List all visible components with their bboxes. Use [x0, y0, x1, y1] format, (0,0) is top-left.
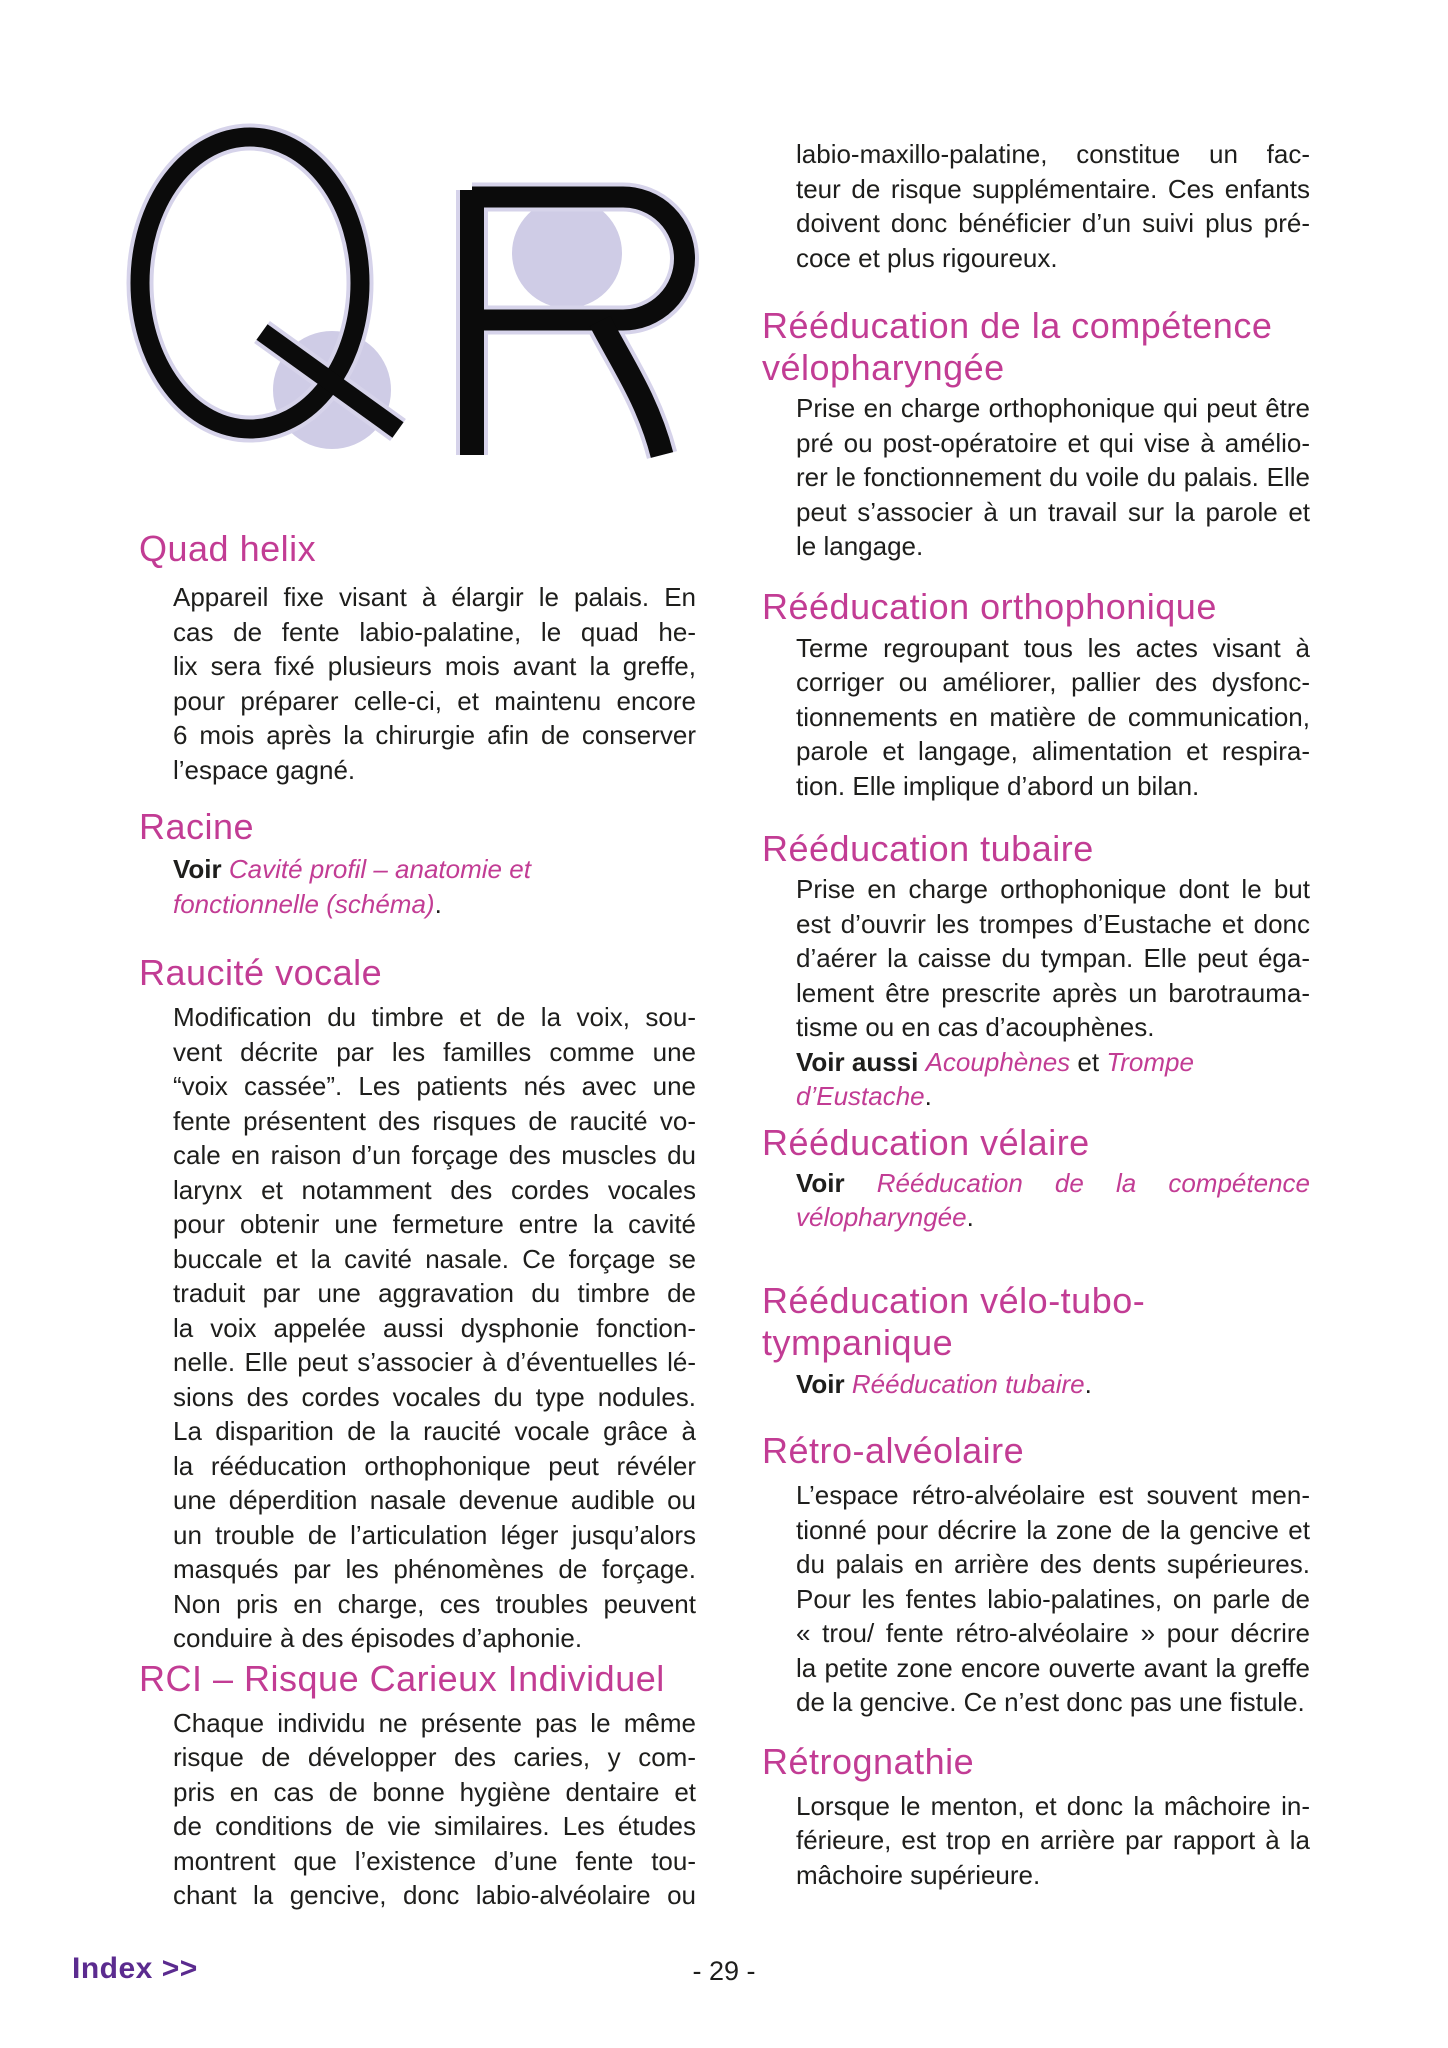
- left-column: [139, 528, 696, 1913]
- paragraph-quad-helix: Appareil fixe visant à élargir le palais. En cas de fente labio-palatine, le quad he- lix sera fixé plusieurs mois avant la greffe, pour préparer celle-ci, et maintenu encore 6 mois après la chirurgie afin de conserver l’espace gagné.: [173, 582, 696, 785]
- letter-outline-halo: [140, 137, 685, 455]
- reference-link-eustache[interactable]: d’Eustache: [796, 1081, 925, 1111]
- voir-label: Voir: [796, 1167, 845, 1198]
- right-column: [762, 137, 1310, 1892]
- drop-caps-qr: [100, 100, 720, 480]
- voir-label: Voir: [173, 854, 222, 884]
- footer-index-link[interactable]: Index >>: [72, 1952, 198, 1985]
- heading-quad-helix: Quad helix: [139, 528, 317, 569]
- heading-reeducation-velo-tubo-tympanique: Rééducation vélo-tubo- tympanique: [762, 1279, 1146, 1363]
- period: .: [1084, 1368, 1092, 1399]
- period: .: [924, 1081, 932, 1111]
- r-bowl-circle-decoration: [512, 198, 622, 308]
- heading-reeducation-orthophonique: Rééducation orthophonique: [762, 585, 1217, 627]
- heading-retro-alveolaire: Rétro-alvéolaire: [762, 1430, 1025, 1471]
- reference-link-trompe[interactable]: Trompe: [1106, 1046, 1194, 1077]
- reference-link-cavite-profil[interactable]: Cavité profil – anatomie et: [228, 854, 531, 884]
- cross-reference-velo-tubo: [796, 1367, 1310, 1402]
- reference-link-tubaire[interactable]: Rééducation tubaire: [851, 1368, 1085, 1399]
- voir-aussi-label: Voir aussi: [796, 1046, 919, 1077]
- heading-raucite-vocale: Raucité vocale: [139, 952, 383, 993]
- page-number: - 29 -: [692, 1956, 756, 1986]
- paragraph-reeducation-orthophonique: Terme regroupant tous les actes visant à corriger ou améliorer, pallier des dysfonc- tionnements en matière de communication, parole et langage, alimentation et respira- tion. Elle implique d’abord un bilan.: [796, 632, 1310, 801]
- paragraph-reeducation-tubaire: Prise en charge orthophonique dont le but est d’ouvrir les trompes d’Eustache et donc d’aérer la caisse du tympan. Elle peut éga- lement être prescrite après un barotrauma- tisme ou en cas d’acouphènes.: [796, 874, 1310, 1042]
- cross-reference-tubaire: [796, 1045, 1310, 1114]
- heading-reeducation-competence-velopharyngee: Rééducation de la compétence vélopharyngée: [762, 305, 1273, 388]
- heading-retrognathie: Rétrognathie: [762, 1740, 975, 1782]
- paragraph-retro-alveolaire: L’espace rétro-alvéolaire est souvent men- tionné pour décrire la zone de la gencive et du palais en arrière des dents supérieures. Pour les fentes labio-palatines, on parle de « trou/ fente rétro-alvéolaire » pour décrire la petite zone encore ouverte avant la greffe de la gencive. Ce n’est donc pas une fistule.: [796, 1480, 1310, 1717]
- paragraph-raucite-vocale: Modification du timbre et de la voix, sou- vent décrite par les familles comme une “voix cassée”. Les patients nés avec une fente présentent des risques de raucité vo- cale en raison d’un forçage des muscles du larynx et notamment des cordes vocales pour obtenir une fermeture entre la cavité buccale et la cavité nasale. Ce forçage se traduit par une aggravation du timbre de la voix appelée aussi dysphonie fonction- nelle. Elle peut s’associer à d’éventuelles lé- sions des cordes vocales du type nodules. La disparition de la raucité vocale grâce à la rééducation orthophonique peut révéler une déperdition nasale devenue audible ou un trouble de l’articulation léger jusqu’alors masqués par les phénomènes de forçage. Non pris en charge, ces troubles peuvent conduire à des épisodes d’aphonie.: [173, 1002, 696, 1653]
- heading-rci: RCI – Risque Carieux Individuel: [139, 1657, 665, 1699]
- heading-reeducation-tubaire: Rééducation tubaire: [762, 828, 1094, 869]
- paragraph-rci: Chaque individu ne présente pas le même risque de développer des caries, y com- pris en cas de bonne hygiène dentaire et de conditions de vie similaires. Les études montrent que l’existence d’une fente tou- chant la gencive, donc labio-alvéolaire ou: [173, 1707, 696, 1910]
- reference-link-acouphenes[interactable]: Acouphènes: [925, 1046, 1071, 1077]
- paragraph-reeducation-competence: Prise en charge orthophonique qui peut être pré ou post-opératoire et qui vise à amélio- rer le fonctionnement du voile du palais. Elle peut s’associer à un travail sur la parole et le langage.: [796, 393, 1310, 561]
- period: .: [966, 1202, 974, 1232]
- reference-link-competence[interactable]: Rééducation de la compétence: [876, 1167, 1310, 1198]
- cross-reference-velaire: [796, 1166, 1310, 1235]
- voir-label: Voir: [796, 1368, 845, 1399]
- reference-link-cavite-profil-2[interactable]: fonctionnelle (schéma): [173, 888, 435, 919]
- heading-racine: Racine: [139, 806, 255, 847]
- cross-reference-racine: [173, 852, 696, 921]
- heading-reeducation-velaire: Rééducation vélaire: [762, 1121, 1090, 1163]
- reference-link-velopharyngee[interactable]: vélopharyngée: [796, 1202, 967, 1232]
- paragraph-rci-continued: labio-maxillo-palatine, constitue un fac- teur de risque supplémentaire. Ces enfants doivent donc bénéficier d’un suivi plus pré- coce et plus rigoureux.: [796, 139, 1310, 273]
- period: .: [434, 888, 442, 919]
- paragraph-retrognathie: Lorsque le menton, et donc la mâchoire in- férieure, est trop en arrière par rapport à la mâchoire supérieure.: [796, 1790, 1310, 1890]
- et-label: et: [1077, 1046, 1100, 1077]
